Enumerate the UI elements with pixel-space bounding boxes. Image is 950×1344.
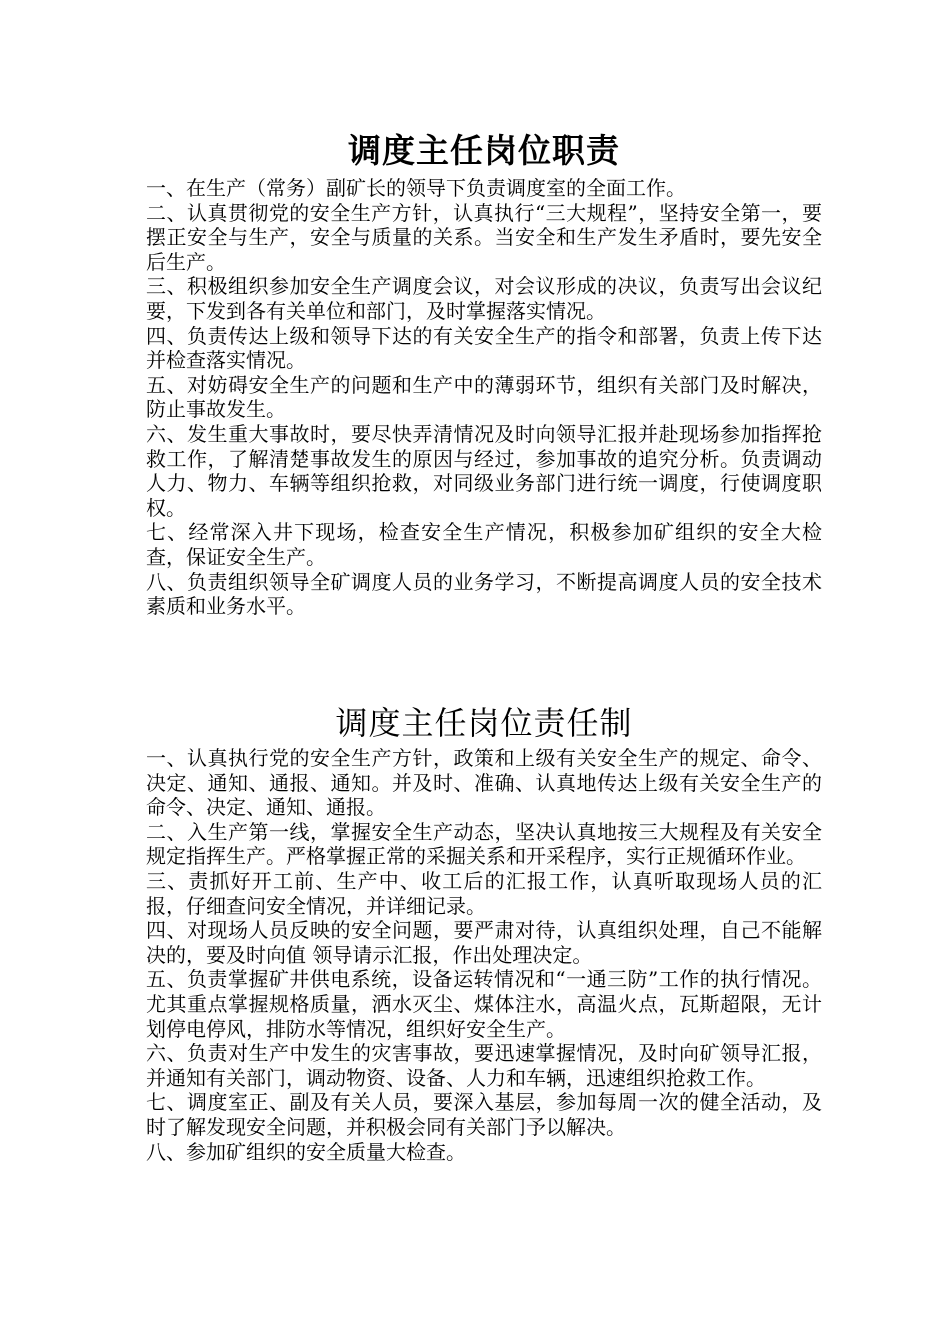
duty-item-7: 七、经常深入井下现场，检查安全生产情况，积极参加矿组织的安全大检查，保证安全生产。 (146, 520, 822, 569)
responsibility-item-2: 二、入生产第一线，掌握安全生产动态，坚决认真地按三大规程及有关安全规定指挥生产。严格掌握正常的采掘关系和开采程序，实行正规循环作业。 (146, 819, 822, 869)
duty-item-6: 六、发生重大事故时，要尽快弄清情况及时向领导汇报并赴现场参加指挥抢救工作，了解清楚事故发生的原因与经过，参加事故的追究分析。负责调动人力、物力、车辆等组织抢救，对同级业务部门进行统一调度，行使调度职权。 (146, 421, 822, 520)
section-title-responsibility-system: 调度主任岗位责任制 (335, 704, 633, 742)
duty-item-4: 四、负责传达上级和领导下达的有关安全生产的指令和部署，负责上传下达并检查落实情况。 (146, 323, 822, 373)
responsibility-item-6: 六、负责对生产中发生的灾害事故，要迅速掌握情况，及时向矿领导汇报，并通知有关部门，调动物资、设备、人力和车辆，迅速组织抢救工作。 (146, 1041, 822, 1090)
section-job-duties (146, 126, 822, 619)
duty-item-5: 五、对妨碍安全生产的问题和生产中的薄弱环节，组织有关部门及时解决，防止事故发生。 (146, 372, 822, 422)
section-responsibility-system (146, 700, 822, 1164)
responsibility-item-4: 四、对现场人员反映的安全问题，要严肃对待，认真组织处理，自己不能解决的，要及时向值 领导请示汇报，作出处理决定。 (146, 918, 822, 967)
responsibility-item-5: 五、负责掌握矿井供电系统，设备运转情况和“一通三防”工作的执行情况。尤其重点掌握规格质量，洒水灭尘、煤体注水，高温火点，瓦斯超限，无计划停电停风，排防水等情况，组织好安全生产。 (146, 967, 822, 1041)
duty-item-3: 三、积极组织参加安全生产调度会议，对会议形成的决议，负责写出会议纪要，下发到各有关单位和部门，及时掌握落实情况。 (146, 274, 822, 323)
responsibility-item-8: 八、参加矿组织的安全质量大检查。 (146, 1139, 466, 1164)
duty-item-2: 二、认真贯彻党的安全生产方针，认真执行“三大规程”，坚持安全第一，要摆正安全与生产，安全与质量的关系。当安全和生产发生矛盾时，要先安全后生产。 (146, 200, 822, 274)
duty-item-1: 一、在生产（常务）副矿长的领导下负责调度室的全面工作。 (146, 176, 686, 200)
responsibility-item-7: 七、调度室正、副及有关人员，要深入基层，参加每周一次的健全活动，及时了解发现安全问题，并积极会同有关部门予以解决。 (146, 1090, 822, 1139)
responsibility-item-1: 一、认真执行党的安全生产方针，政策和上级有关安全生产的规定、命令、决定、通知、通报、通知。并及时、准确、认真地传达上级有关安全生产的命令、决定、通知、通报。 (146, 746, 822, 820)
duty-item-8: 八、负责组织领导全矿调度人员的业务学习，不断提高调度人员的安全技术素质和业务水平。 (146, 569, 822, 619)
responsibility-item-3: 三、责抓好开工前、生产中、收工后的汇报工作，认真听取现场人员的汇报，仔细查问安全情况，并详细记录。 (146, 868, 822, 918)
section-title-job-duties: 调度主任岗位职责 (348, 131, 620, 170)
